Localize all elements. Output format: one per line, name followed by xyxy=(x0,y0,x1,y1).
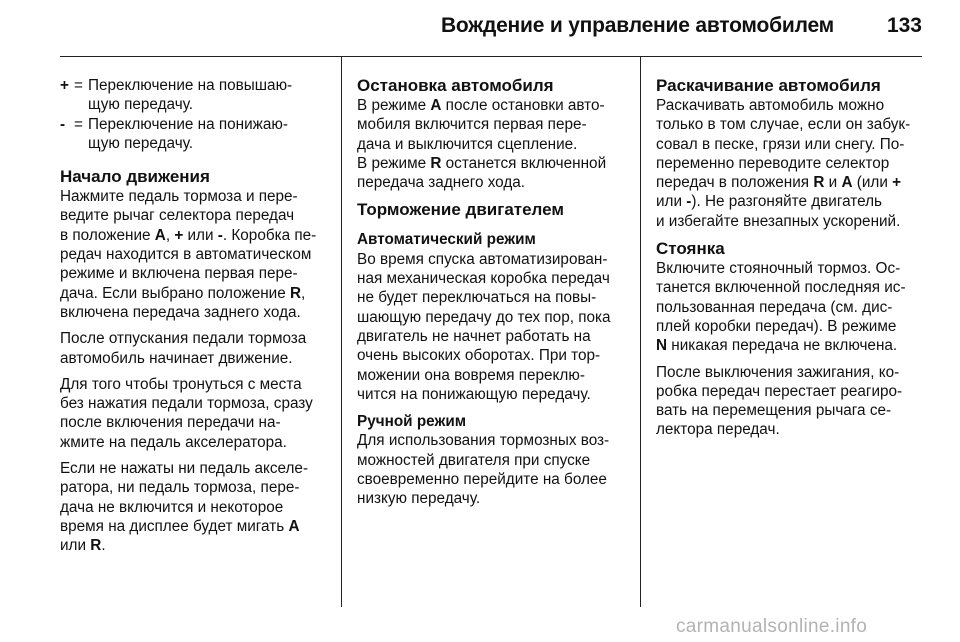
paragraph-stop-mode-r: В режиме R останется включенной передача заднего хода. xyxy=(357,154,607,192)
paragraph-automatic-braking: Во время спуска автоматизирован- ная механическая коробка передач не будет переключаться на повы- шающую передачу до тех пор, пока двигатель не начнет работать на очень высоких оборотах. При тор- можении она вовремя переклю- чится на понижающую передачу. xyxy=(357,250,611,403)
section-heading-starting: Начало движения xyxy=(60,167,210,187)
subheading-automatic-mode: Автоматический режим xyxy=(357,231,536,249)
paragraph-no-pedal: Если не нажаты ни педаль акселе- ратора, ни педаль тормоза, пере- дача не включится и некоторое время на дисплее будет мигать A или R. xyxy=(60,460,309,555)
definition-row-plus xyxy=(60,76,328,115)
definition-equals: = xyxy=(74,77,83,94)
paragraph-accelerator: Для того чтобы тронуться с места без нажатия педали тормоза, сразу после включения передачи на- жмите на педаль акселератора. xyxy=(60,375,313,451)
definition-equals: = xyxy=(74,115,83,133)
paragraph-release-brake: После отпускания педали тормоза автомобиль начинает движение. xyxy=(60,330,307,367)
definition-text: Переключение на повышаю- щую передачу. xyxy=(88,77,293,114)
section-heading-engine-braking: Торможение двигателем xyxy=(357,200,564,220)
paragraph-manual-braking: Для использования тормозных воз- можностей двигателя при спуске своевременно перейдите на более низкую передачу. xyxy=(357,432,610,508)
column-1 xyxy=(60,76,328,563)
paragraph-parking: Включите стояночный тормоз. Ос- танется включенной последняя ис- пользованная передача (см. дис- плей коробки передач). В режиме N никакая передача не включена. xyxy=(656,260,906,355)
source-watermark: carmanualsonline.info xyxy=(676,616,868,637)
paragraph-ignition-off: После выключения зажигания, ко- робка передач перестает реагиро- вать на перемещения рычага се- лектора передач. xyxy=(656,363,903,439)
paragraph-starting-procedure: Нажмите педаль тормоза и пере- ведите рычаг селектора передач в положение A, + или -. Коробка пе- редач находится в автоматическом режиме и включена первая пере- дача. Если выбрано положение R, включена передача заднего хода. xyxy=(60,188,317,321)
definition-row-minus xyxy=(60,115,328,154)
page-number: 133 xyxy=(886,14,922,37)
paragraph-stop-mode-a: В режиме A после остановки авто- мобиля включится первая пере- дача и выключится сцепление. xyxy=(357,97,605,153)
page-title: Вождение и управление автомобилем xyxy=(440,14,834,37)
shift-definition-list xyxy=(60,76,328,153)
definition-symbol: - xyxy=(60,115,66,133)
subheading-manual-mode: Ручной режим xyxy=(357,413,467,431)
definition-text: Переключение на понижаю- щую передачу. xyxy=(88,115,288,152)
definition-symbol: + xyxy=(60,77,69,94)
column-2 xyxy=(357,76,625,516)
column-divider-2 xyxy=(640,57,641,607)
header-rule xyxy=(60,56,922,57)
section-heading-stopping: Остановка автомобиля xyxy=(357,76,554,95)
column-3 xyxy=(656,76,924,447)
paragraph-rocking: Раскачивать автомобиль можно только в том случае, если он забук- совал в песке, грязи или снегу. По- переменно переводите селектор передач в положения R и A (или + или -). Не разгоняйте двигатель и избегайте внезапных ускорений. xyxy=(656,97,911,230)
section-heading-parking: Стоянка xyxy=(656,239,725,259)
section-heading-rocking: Раскачивание автомобиля xyxy=(656,76,881,95)
column-divider-1 xyxy=(341,57,342,607)
